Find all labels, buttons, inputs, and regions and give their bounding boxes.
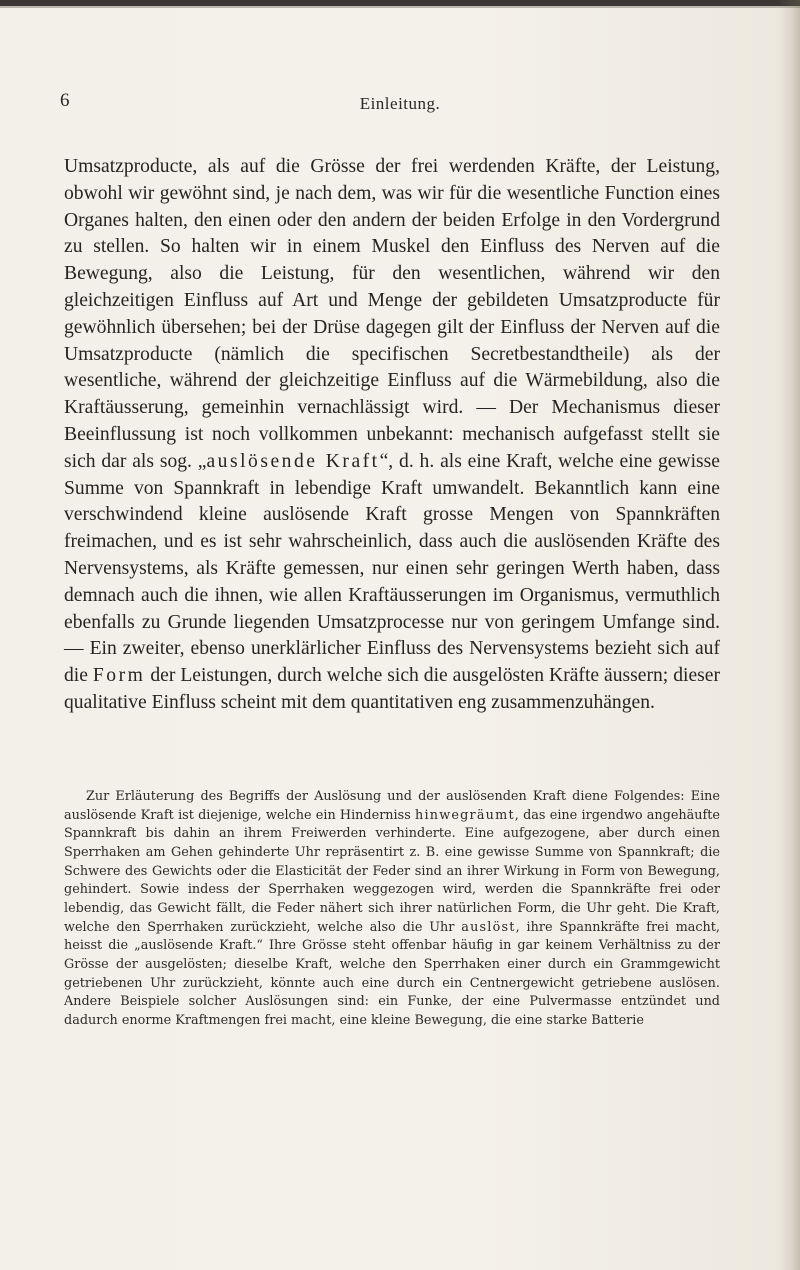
page-edge-shadow bbox=[778, 0, 800, 1270]
main-paragraph bbox=[64, 154, 720, 717]
footnote-part-2: , das eine irgendwo angehäufte Spannkraft bis dahin an ihrem Freiwerden verhinderte. Eine aufgezogene, aber durch einen Sperrhaken am Gehen gehinderte Uhr repräsentirt z. B. eine gewisse Summe von Spannkraft; die Schwere des Gewichts oder die Elasticität der Feder sind an ihrer Wirkung in Form von Bewegung, gehindert. Sowie indess der Sperrhaken weggezogen wird, werden die Spannkräfte frei oder lebendig, das Gewicht fällt, die Feder nähert sich ihrer natürlichen Form, die Uhr geht. Die Kraft, welche den Sperrhaken zurückzieht, welche also die Uhr bbox=[64, 807, 720, 935]
main-text-part-3: der Leistungen, durch welche sich die ausgelösten Kräfte äussern; dieser qualitative Einfluss scheint mit dem quantitativen eng zusammenzuhängen. bbox=[64, 665, 720, 713]
top-border-shadow bbox=[0, 6, 800, 8]
footnote-emphasis-ausloest: auslöst bbox=[461, 919, 516, 935]
footnote-part-3: , ihre Spannkräfte frei macht, heisst die „auslösende Kraft.“ Ihre Grösse steht offenbar häufig in gar keinem Verhältniss zu der Grösse der ausgelösten; dieselbe Kraft, welche den Sperrhaken einer durch ein Grammgewicht getriebenen Uhr zurückzieht, könnte auch eine durch ein Centnergewicht getriebene auslösen. Andere Beispiele solcher Auslösungen sind: ein Funke, der eine Pulvermasse entzündet und dadurch enorme Kraftmengen frei macht, eine kleine Bewegung, die eine starke Batterie bbox=[64, 919, 721, 1028]
running-title: Einleitung. bbox=[359, 94, 441, 113]
main-emphasis-ausloesende-kraft: auslösende Kraft bbox=[206, 450, 380, 472]
footnote-part-1: Zur Erläuterung des Begriffs der Auslösung und der auslösenden Kraft diene Folgendes: Eine auslösende Kraft ist diejenige, welche ein Hinderniss bbox=[64, 789, 720, 823]
main-emphasis-form: Form bbox=[92, 665, 146, 687]
footnote-emphasis-hinwegraeumt: hinwegräumt bbox=[415, 807, 515, 823]
page-number: 6 bbox=[60, 90, 70, 111]
main-text-part-2: “, d. h. als eine Kraft, welche eine gewisse Summe von Spannkraft in lebendige Kraft umwandelt. Bekanntlich kann eine verschwindend kleine auslösende Kraft grosse Mengen von Spannkräften freimachen, und es ist sehr wahrscheinlich, dass auch die auslösenden Kräfte des Nervensystems, als Kräfte gemessen, nur einen sehr geringen Werth haben, dass demnach auch die ihnen, wie allen Kraftäusserungen im Organismus, vermuthlich ebenfalls zu Grunde liegenden Umsatzprocesse nur von geringem Umfange sind. — Ein zweiter, ebenso unerklärlicher Einfluss des Nervensystems bezieht sich auf die bbox=[64, 450, 720, 687]
footnote-paragraph bbox=[64, 788, 720, 1031]
main-text-part-1: Umsatzproducte, als auf die Grösse der frei werdenden Kräfte, der Leistung, obwohl wir gewöhnt sind, je nach dem, was wir für die wesentliche Function eines Organes halten, den einen oder den andern der beiden Erfolge in den Vordergrund zu stellen. So halten wir in einem Muskel den Einfluss des Nerven auf die Bewegung, also die Leistung, für den wesentlichen, während wir den gleichzeitigen Einfluss auf Art und Menge der gebildeten Umsatzproducte für gewöhnlich übersehen; bei der Drüse dagegen gilt der Einfluss der Nerven auf die Umsatzproducte (nämlich die specifischen Secretbestandtheile) als der wesentliche, während der gleichzeitige Einfluss auf die Wärmebildung, also die Kraftäusserung, gemeinhin vernachlässigt wird. — Der Mechanismus dieser Beeinflussung ist noch vollkommen unbekannt: mechanisch aufgefasst stellt sie sich dar als sog. „ bbox=[64, 156, 720, 472]
